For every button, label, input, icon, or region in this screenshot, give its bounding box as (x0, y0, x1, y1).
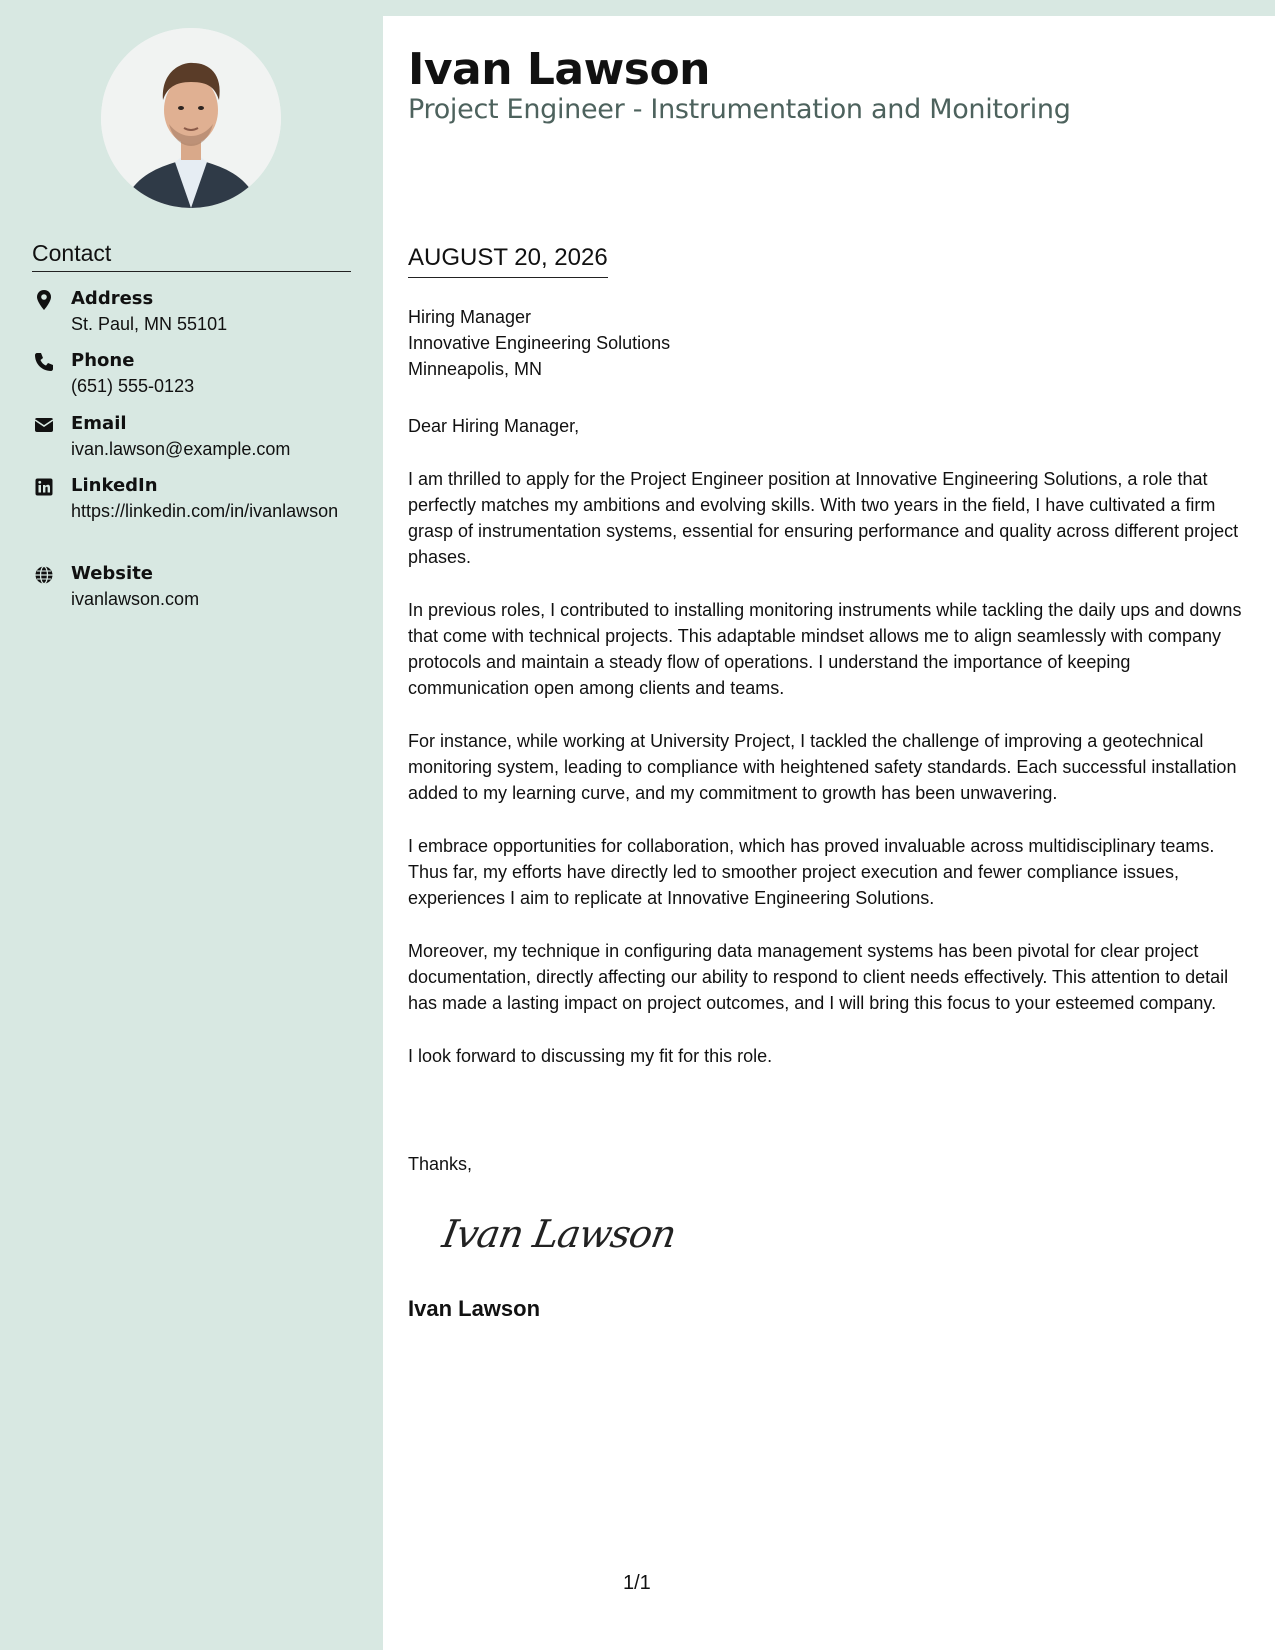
handwritten-signature: Ivan Lawson (439, 1212, 679, 1256)
contact-label: Email (71, 413, 127, 434)
contact-value: St. Paul, MN 55101 (71, 314, 228, 334)
salutation: Dear Hiring Manager, (408, 416, 580, 436)
globe-icon (32, 563, 56, 587)
contact-label: Address (71, 288, 154, 309)
job-title: Project Engineer - Instrumentation and Monitoring (408, 94, 1071, 125)
letter-paragraph: I embrace opportunities for collaboration, which has proved invaluable across multidisciplinary teams. Thus far, my efforts have directly led to smoother project execution and fewer compliance issues, experiences I aim to replicate at Innovative Engineering Solutions. (408, 836, 1215, 908)
contact-label: Phone (71, 350, 135, 371)
letter-paragraph: In previous roles, I contributed to installing monitoring instruments while tackling the daily ups and downs that come with technical projects. This adaptable mindset allows me to align seamlessly with company protocols and maintain a steady flow of operations. I understand the importance of keeping communication open among clients and teams. (408, 600, 1242, 698)
letter-paragraph: For instance, while working at University Project, I tackled the challenge of improving a geotechnical monitoring system, leading to compliance with heightened safety standards. Each successful installation added to my learning curve, and my commitment to growth has been unwavering. (408, 731, 1237, 803)
recipient-block (408, 304, 670, 382)
contact-label: Website (71, 563, 154, 584)
sidebar (0, 0, 383, 1650)
letter-paragraph: I look forward to discussing my fit for this role. (408, 1046, 773, 1066)
recipient-line: Innovative Engineering Solutions (408, 333, 671, 353)
email-link[interactable]: ivan.lawson@example.com (71, 439, 291, 459)
letter-paragraph: Moreover, my technique in configuring data management systems has been pivotal for clear project documentation, directly affecting our ability to respond to client needs effectively. This attention to detail has made a lasting impact on project outcomes, and I will bring this focus to your esteemed company. (408, 941, 1229, 1013)
letter-paragraph: I am thrilled to apply for the Project Engineer position at Innovative Engineering Solutions, a role that perfectly matches my ambitions and evolving skills. With two years in the field, I have cultivated a firm grasp of instrumentation systems, essential for ensuring performance and quality across different project phases. (408, 469, 1239, 567)
letter-body (383, 16, 1275, 1650)
contact-label: LinkedIn (71, 475, 158, 496)
applicant-name: Ivan Lawson (408, 44, 711, 95)
closing: Thanks, (408, 1154, 473, 1174)
page-number: 1/1 (623, 1572, 651, 1594)
linkedin-link[interactable]: https://linkedin.com/in/ivanlawson (71, 501, 339, 521)
linkedin-icon (32, 475, 56, 499)
signer-name: Ivan Lawson (408, 1296, 541, 1321)
profile-photo (101, 28, 281, 208)
letter-content (408, 413, 1251, 1096)
phone-icon (32, 350, 56, 374)
recipient-line: Hiring Manager (408, 307, 532, 327)
envelope-icon (32, 413, 56, 437)
contact-heading: Contact (32, 240, 351, 272)
contact-value: (651) 555-0123 (71, 376, 195, 396)
recipient-line: Minneapolis, MN (408, 359, 543, 379)
map-pin-icon (32, 288, 56, 312)
letter-date: AUGUST 20, 2026 (408, 244, 608, 278)
website-link[interactable]: ivanlawson.com (71, 589, 200, 609)
